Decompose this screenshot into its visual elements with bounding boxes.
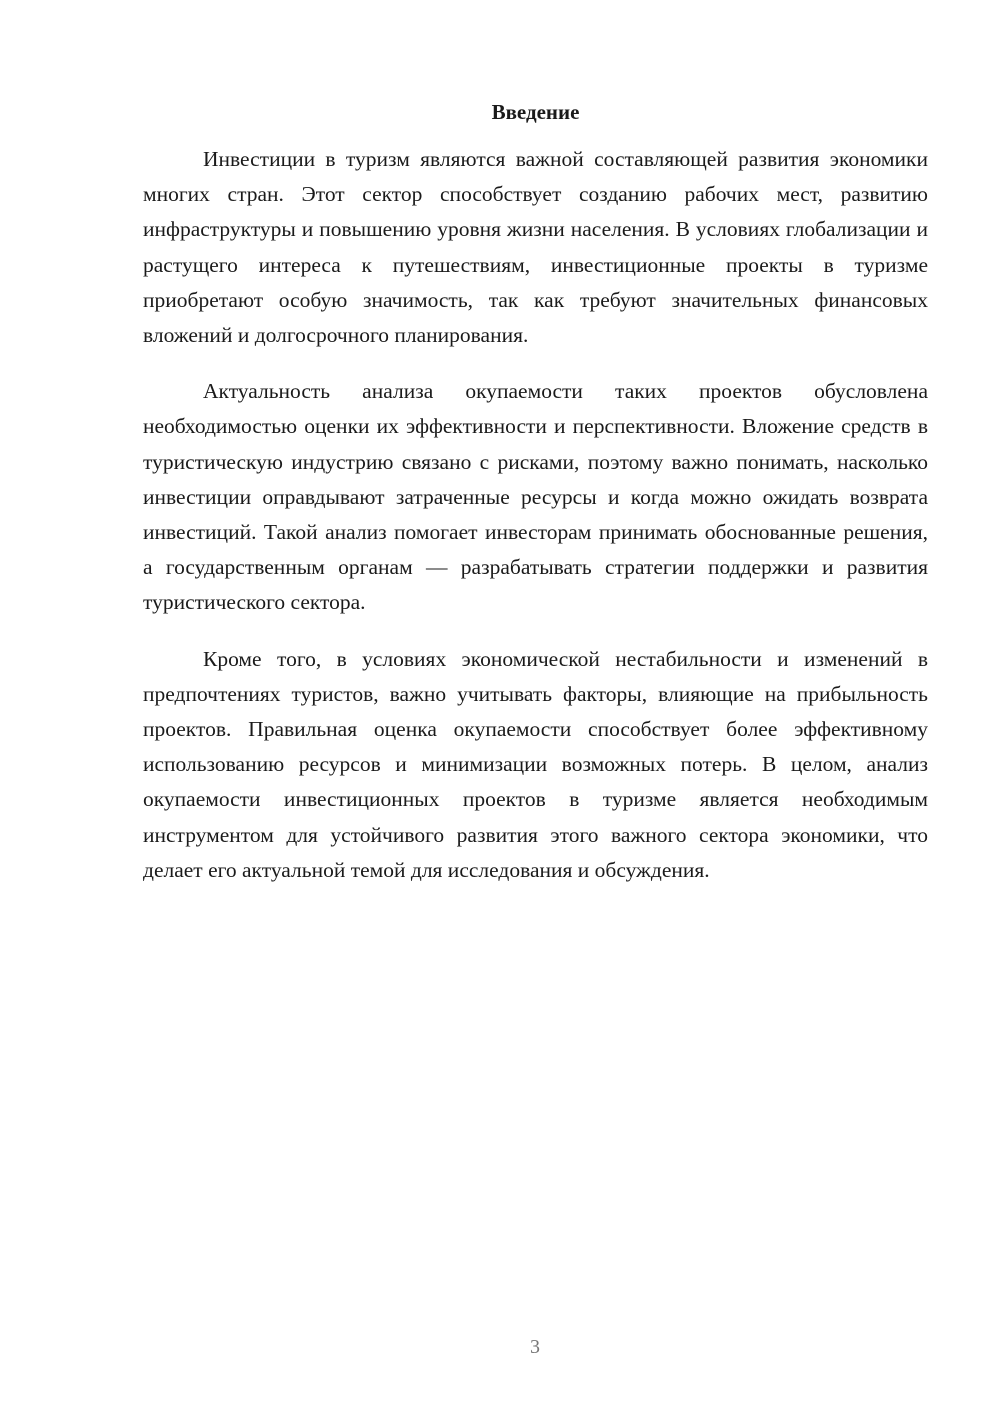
document-body [143, 142, 928, 909]
paragraph-2: Актуальность анализа окупаемости таких проектов обусловлена необходимостью оценки их эффективности и перспективности. Вложение средств в туристическую индустрию связано с рисками, поэтому важно понимать, насколько инвестиции оправдывают затраченные ресурсы и когда можно ожидать возврата инвестиций. Такой анализ помогает инвесторам принимать обоснованные решения, а государственным органам — разрабатывать стратегии поддержки и развития туристического сектора. [143, 379, 928, 615]
page-title: Введение [491, 100, 580, 124]
page-number: 3 [530, 1336, 540, 1358]
paragraph-3: Кроме того, в условиях экономической нестабильности и изменений в предпочтениях туристов, важно учитывать факторы, влияющие на прибыльность проектов. Правильная оценка окупаемости способствует более эффективному использованию ресурсов и минимизации возможных потерь. В целом, анализ окупаемости инвестиционных проектов в туризме является необходимым инструментом для устойчивого развития этого важного сектора экономики, что делает его актуальной темой для исследования и обсуждения. [143, 646, 928, 882]
paragraph-1: Инвестиции в туризм являются важной составляющей развития экономики многих стран. Этот сектор способствует созданию рабочих мест, развитию инфраструктуры и повышению уровня жизни населения. В условиях глобализации и растущего интереса к путешествиям, инвестиционные проекты в туризме приобретают особую значимость, так как требуют значительных финансовых вложений и долгосрочного планирования. [143, 147, 928, 348]
